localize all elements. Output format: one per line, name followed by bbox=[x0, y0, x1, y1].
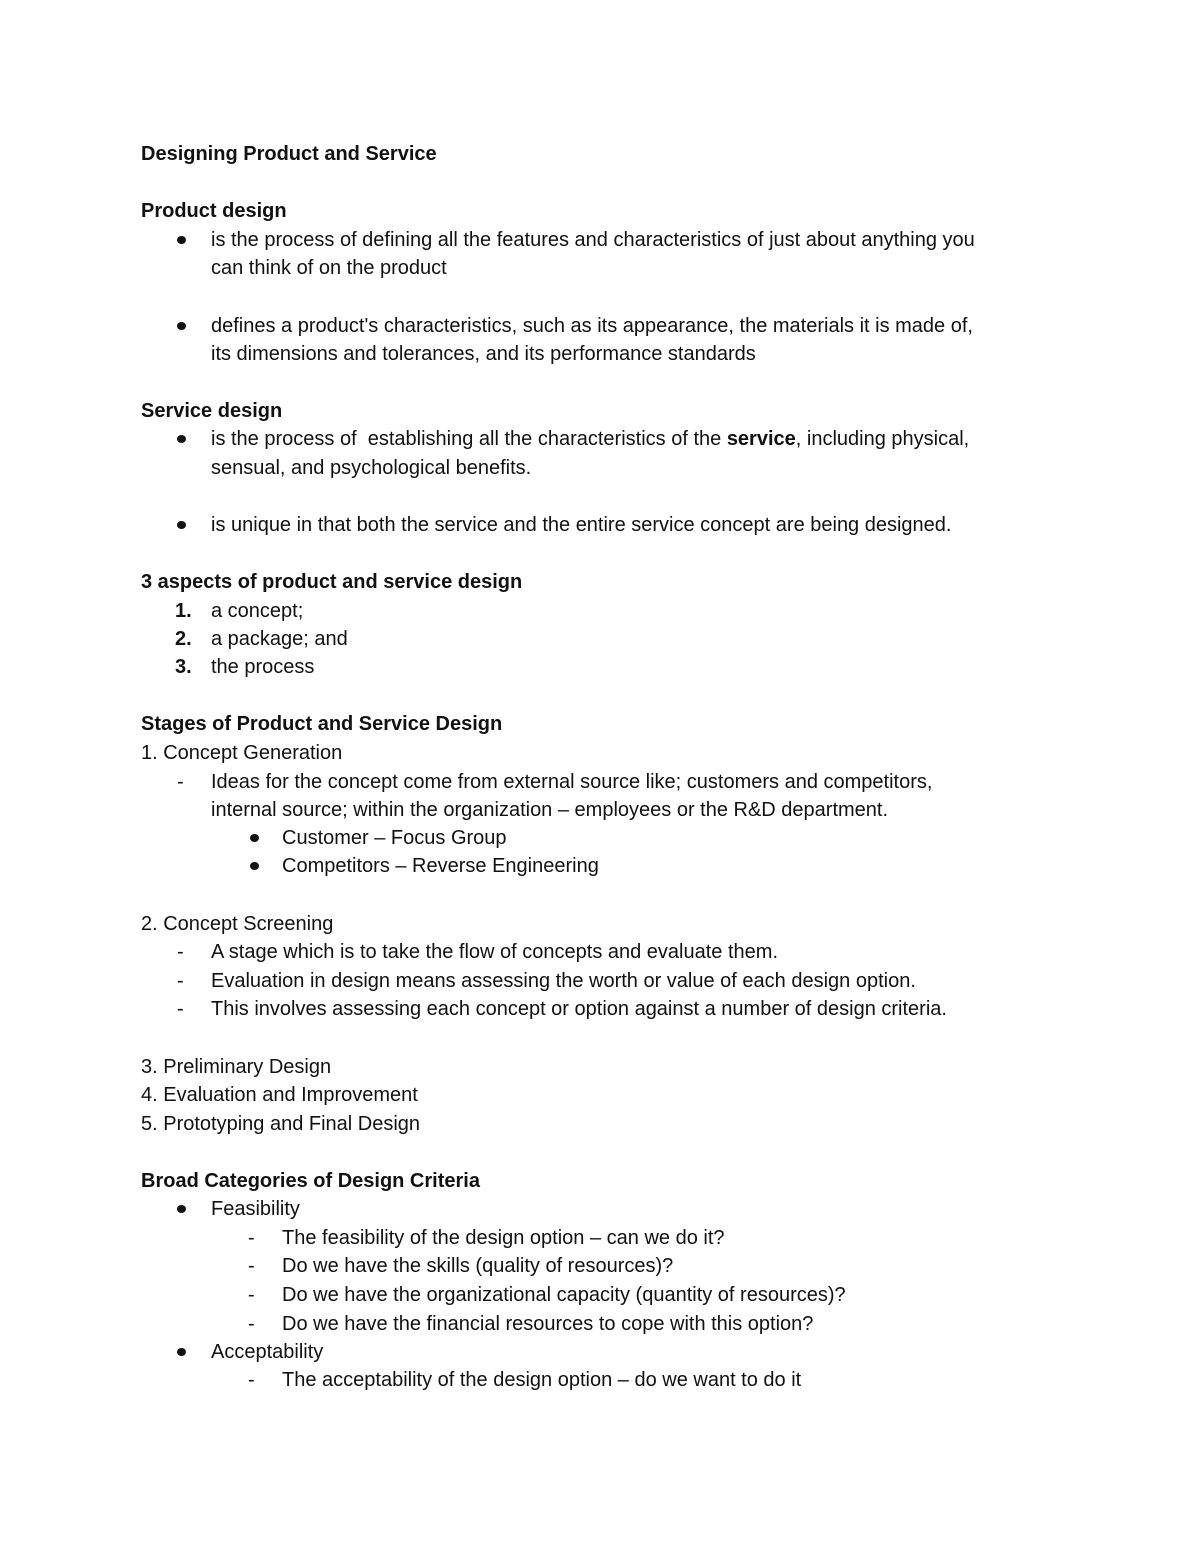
stages-heading: Stages of Product and Service Design bbox=[141, 713, 503, 735]
bullet-icon bbox=[177, 435, 186, 443]
bullet-icon bbox=[177, 322, 186, 330]
item-text: a package; and bbox=[211, 628, 348, 650]
dash-item bbox=[0, 1366, 1200, 1394]
numbered-item bbox=[0, 597, 1200, 625]
stage-item bbox=[0, 739, 1200, 767]
list-item-text: can think of on the product bbox=[211, 257, 447, 279]
list-item-text: sensual, and psychological benefits. bbox=[211, 457, 532, 479]
list-item-continuation bbox=[0, 340, 1200, 368]
dash-item-text: Do we have the organizational capacity (quantity of resources)? bbox=[282, 1284, 846, 1306]
stage-item bbox=[0, 1110, 1200, 1138]
stages-heading-line bbox=[0, 710, 1200, 738]
product-design-heading-line bbox=[0, 197, 1200, 225]
document-title: Designing Product and Service bbox=[141, 143, 437, 165]
dash-item bbox=[0, 768, 1200, 796]
aspects-heading-line bbox=[0, 568, 1200, 596]
list-item-text: its dimensions and tolerances, and its performance standards bbox=[211, 343, 756, 365]
list-item bbox=[0, 425, 1200, 453]
list-item bbox=[0, 1195, 1200, 1223]
dash-item-text: This involves assessing each concept or option against a number of design criteria. bbox=[211, 998, 947, 1020]
stage-label: 1. Concept Generation bbox=[141, 742, 343, 764]
list-item-text: Feasibility bbox=[211, 1198, 300, 1220]
bullet-icon bbox=[177, 1348, 186, 1356]
service-keyword: service bbox=[726, 428, 796, 450]
dash-item-text: internal source; within the organization – employees or the R&D department. bbox=[211, 799, 889, 821]
list-item bbox=[0, 1338, 1200, 1366]
dash-item bbox=[0, 1281, 1200, 1309]
stage-label: 3. Preliminary Design bbox=[141, 1056, 332, 1078]
dash-item bbox=[0, 1252, 1200, 1280]
dash-item-continuation bbox=[0, 796, 1200, 824]
aspects-heading: 3 aspects of product and service design bbox=[141, 571, 523, 593]
dash-icon: - bbox=[248, 1313, 255, 1335]
stage-label: 5. Prototyping and Final Design bbox=[141, 1113, 421, 1135]
list-item-text: Acceptability bbox=[211, 1341, 324, 1363]
sub-bullet-text: Customer – Focus Group bbox=[282, 827, 507, 849]
list-item-text: is the process of defining all the features and characteristics of just about anything you bbox=[211, 229, 975, 251]
dash-item-text: Evaluation in design means assessing the worth or value of each design option. bbox=[211, 970, 916, 992]
dash-icon: - bbox=[177, 941, 184, 963]
dash-icon: - bbox=[248, 1255, 255, 1277]
list-item-text: defines a product's characteristics, such as its appearance, the materials it is made of, bbox=[211, 315, 973, 337]
list-item-continuation bbox=[0, 454, 1200, 482]
dash-icon: - bbox=[248, 1284, 255, 1306]
sub-bullet-item bbox=[0, 824, 1200, 852]
dash-icon: - bbox=[177, 970, 184, 992]
service-def-pre: is the process of establishing all the characteristics of the bbox=[211, 428, 727, 450]
service-design-heading: Service design bbox=[141, 400, 283, 422]
dash-item-text: Do we have the financial resources to cope with this option? bbox=[282, 1313, 814, 1335]
bullet-icon bbox=[250, 862, 259, 870]
dash-item-text: Do we have the skills (quality of resources)? bbox=[282, 1255, 674, 1277]
document-title-line bbox=[0, 140, 1200, 168]
item-number: 3. bbox=[175, 656, 192, 678]
dash-item-text: Ideas for the concept come from external source like; customers and competitors, bbox=[211, 771, 933, 793]
dash-icon: - bbox=[177, 998, 184, 1020]
item-text: a concept; bbox=[211, 600, 304, 622]
item-number: 1. bbox=[175, 600, 192, 622]
bullet-icon bbox=[177, 521, 186, 529]
dash-icon: - bbox=[248, 1227, 255, 1249]
stage-item bbox=[0, 1053, 1200, 1081]
dash-item bbox=[0, 967, 1200, 995]
stage-item bbox=[0, 910, 1200, 938]
list-item bbox=[0, 511, 1200, 539]
dash-item-text: The acceptability of the design option – do we want to do it bbox=[282, 1369, 802, 1391]
sub-bullet-text: Competitors – Reverse Engineering bbox=[282, 855, 599, 877]
list-item-text bbox=[211, 425, 969, 453]
item-number: 2. bbox=[175, 628, 192, 650]
criteria-heading: Broad Categories of Design Criteria bbox=[141, 1170, 480, 1192]
dash-item-text: A stage which is to take the flow of concepts and evaluate them. bbox=[211, 941, 779, 963]
dash-item bbox=[0, 1224, 1200, 1252]
dash-item bbox=[0, 1310, 1200, 1338]
dash-icon: - bbox=[177, 771, 184, 793]
stage-label: 2. Concept Screening bbox=[141, 913, 334, 935]
dash-item bbox=[0, 995, 1200, 1023]
service-def-post: , including physical, bbox=[795, 428, 970, 450]
bullet-icon bbox=[177, 1205, 186, 1213]
list-item-text: is unique in that both the service and the entire service concept are being designed. bbox=[211, 514, 952, 536]
dash-item-text: The feasibility of the design option – can we do it? bbox=[282, 1227, 725, 1249]
bullet-icon bbox=[250, 834, 259, 842]
stage-item bbox=[0, 1081, 1200, 1109]
bullet-icon bbox=[177, 236, 186, 244]
product-design-heading: Product design bbox=[141, 200, 287, 222]
stage-label: 4. Evaluation and Improvement bbox=[141, 1084, 418, 1106]
dash-icon: - bbox=[248, 1369, 255, 1391]
numbered-item bbox=[0, 653, 1200, 681]
sub-bullet-item bbox=[0, 852, 1200, 880]
dash-item bbox=[0, 938, 1200, 966]
numbered-item bbox=[0, 625, 1200, 653]
item-text: the process bbox=[211, 656, 315, 678]
list-item-continuation bbox=[0, 254, 1200, 282]
criteria-heading-line bbox=[0, 1167, 1200, 1195]
list-item bbox=[0, 226, 1200, 254]
service-design-heading-line bbox=[0, 397, 1200, 425]
list-item bbox=[0, 312, 1200, 340]
